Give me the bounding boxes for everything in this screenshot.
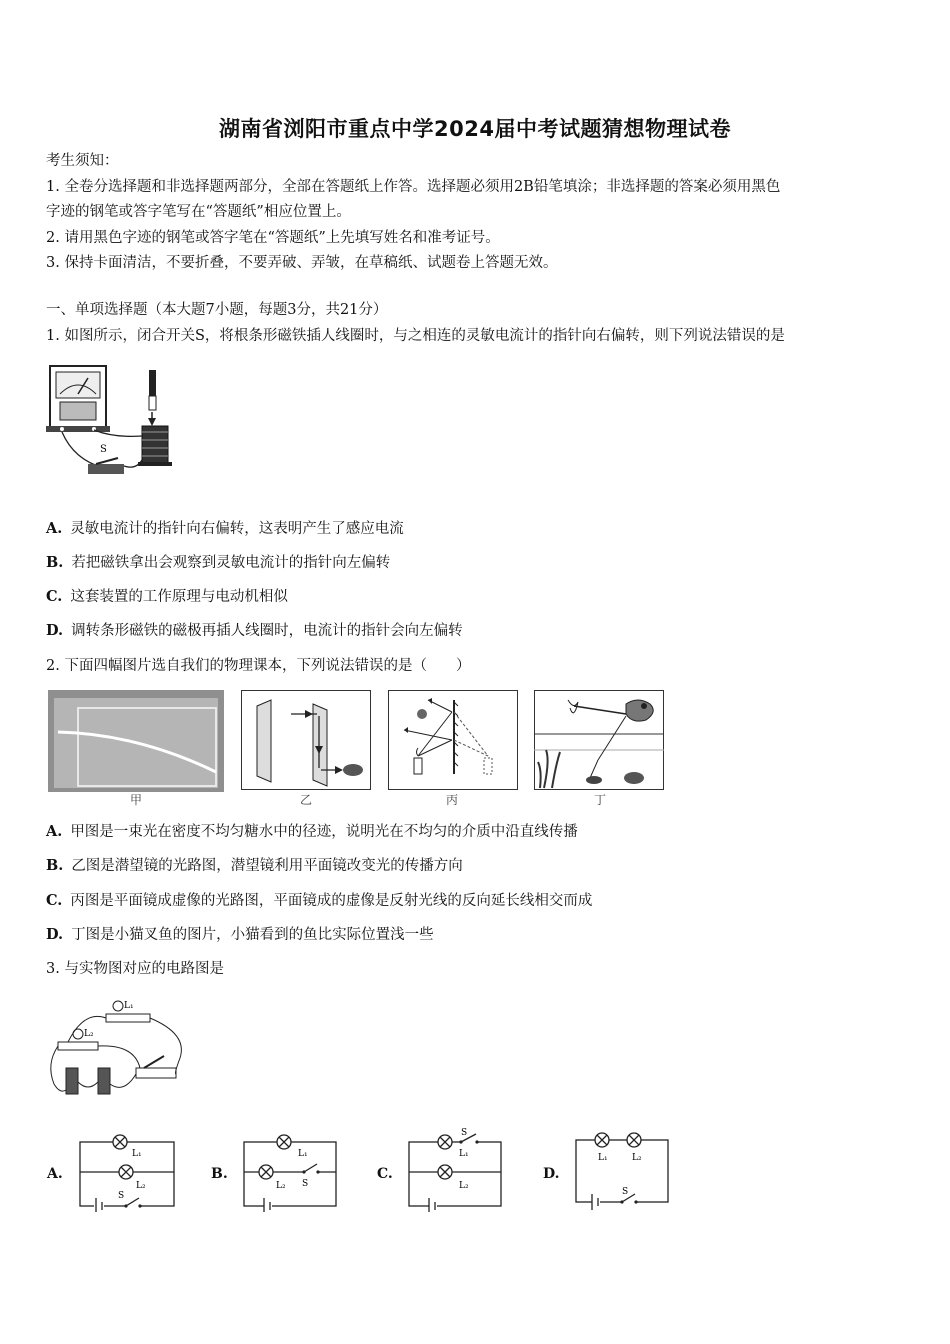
notice-item: 1. 全卷分选择题和非选择题两部分，全部在答题纸上作答。选择题必须用2B铅笔填涂；非选择题的答案必须用黑色 [46,179,781,195]
circuit-c-s: S [461,1128,468,1138]
notice-item: 字迹的钢笔或答字笔写在“答题纸”相应位置上。 [46,204,351,220]
caption-bing: 丙 [445,793,458,807]
notice-heading: 考生须知： [46,153,119,169]
circuit-c[interactable] [405,1126,509,1212]
fig-l2-label: L₂ [84,1029,94,1039]
question-1-option-c[interactable]: C. 这套装置的工作原理与电动机相似 [46,588,288,605]
figure-jia [48,690,224,792]
circuit-c-l1: L₁ [459,1149,469,1159]
switch-label: S [100,444,107,455]
question-3-figure [44,994,194,1098]
question-1-stem: 1. 如图所示，闭合开关S，将根条形磁铁插人线圈时，与之相连的灵敏电流计的指针向右偏转，则下列说法错误的是 [46,328,785,344]
figure-yi [241,690,371,790]
caption-ding: 丁 [593,793,606,807]
question-2-option-c[interactable]: C. 丙图是平面镜成虚像的光路图，平面镜成的虚像是反射光线的反向延长线相交而成 [46,892,593,909]
circuit-a-label[interactable]: A. [47,1166,63,1182]
caption-jia: 甲 [129,793,142,807]
circuit-b-label[interactable]: B. [211,1166,228,1182]
circuit-d-label[interactable]: D. [543,1166,560,1182]
caption-yi: 乙 [299,793,312,807]
question-2-option-b[interactable]: B. 乙图是潜望镜的光路图，潜望镜利用平面镜改变光的传播方向 [46,857,463,874]
notice-item: 2. 请用黑色字迹的钢笔或答字笔在“答题纸”上先填写姓名和准考证号。 [46,230,500,246]
circuit-a[interactable] [76,1132,180,1212]
circuit-d[interactable] [572,1126,676,1212]
figure-bing [388,690,518,790]
question-1-option-d[interactable]: D. 调转条形磁铁的磁极再插人线圈时，电流计的指针会向左偏转 [46,622,463,639]
figure-ding [534,690,664,790]
circuit-d-s: S [622,1187,629,1197]
circuit-a-l2: L₂ [136,1181,146,1191]
question-2-stem: 2. 下面四幅图片选自我们的物理课本，下列说法错误的是（ ） [46,658,471,674]
question-1-option-a[interactable]: A. 灵敏电流计的指针向右偏转，这表明产生了感应电流 [46,520,404,537]
question-1-figure [44,360,184,490]
circuit-b-l2: L₂ [276,1181,286,1191]
circuit-b-s: S [302,1179,309,1189]
page-title: 湖南省浏阳市重点中学2024届中考试题猜想物理试卷 [219,117,731,141]
question-1-option-b[interactable]: B. 若把磁铁拿出会观察到灵敏电流计的指针向左偏转 [46,554,391,571]
question-2-option-d[interactable]: D. 丁图是小猫叉鱼的图片，小猫看到的鱼比实际位置浅一些 [46,926,434,943]
question-3-stem: 3. 与实物图对应的电路图是 [46,961,224,977]
circuit-b[interactable] [240,1132,344,1212]
circuit-c-label[interactable]: C. [377,1166,393,1182]
fig-l1-label: L₁ [124,1001,134,1011]
section-heading: 一、单项选择题（本大题7小题，每题3分，共21分） [46,302,388,318]
circuit-d-l1: L₁ [598,1153,608,1163]
question-2-option-a[interactable]: A. 甲图是一束光在密度不均匀糖水中的径迹，说明光在不均匀的介质中沿直线传播 [46,823,578,840]
circuit-d-l2: L₂ [632,1153,642,1163]
notice-item: 3. 保持卡面清洁，不要折叠，不要弄破、弄皱，在草稿纸、试题卷上答题无效。 [46,255,558,271]
circuit-b-l1: L₁ [298,1149,308,1159]
circuit-c-l2: L₂ [459,1181,469,1191]
circuit-a-l1: L₁ [132,1149,142,1159]
circuit-a-s: S [118,1191,125,1201]
